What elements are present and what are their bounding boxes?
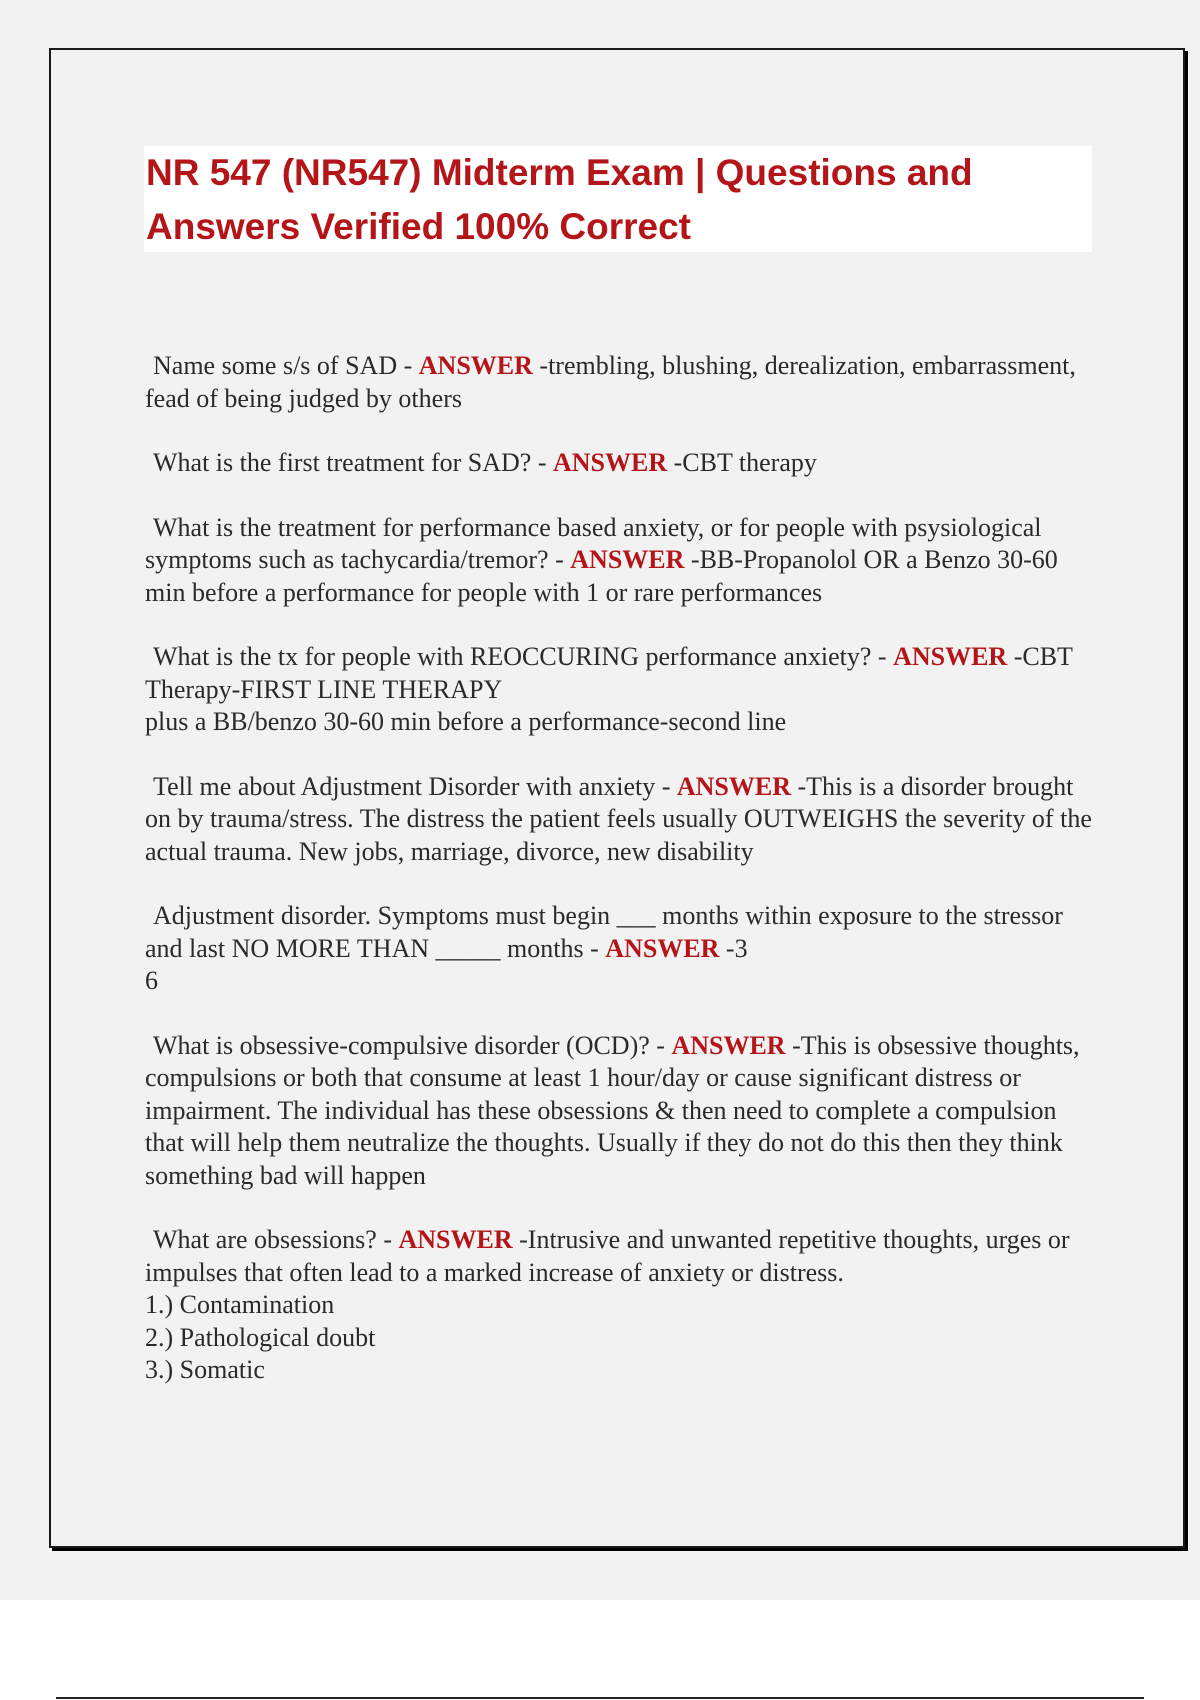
qa-item: [145, 512, 1100, 610]
answer-text: -This is a disorder brought on by trauma/stress. The distress the patient feels usually OUTWEIGHS the severity of the actual trauma. New jobs, marriage, divorce, new disability: [145, 771, 1092, 866]
answer-label: ANSWER: [676, 771, 791, 801]
qa-item: [145, 1030, 1100, 1193]
qa-item: [145, 900, 1100, 998]
qa-item: [145, 771, 1100, 869]
answer-line: 1.) Contamination: [145, 1290, 335, 1319]
document-title: NR 547 (NR547) Midterm Exam | Questions and Answers Verified 100% Correct: [146, 152, 973, 247]
answer-text: -trembling, blushing, derealization, embarrassment, fead of being judged by others: [145, 351, 1076, 413]
answer-text: -CBT Therapy-FIRST LINE THERAPY: [145, 642, 1073, 704]
qa-item: [145, 350, 1100, 415]
qa-item: [145, 1224, 1100, 1387]
question-text: Adjustment disorder. Symptoms must begin ___ months within exposure to the stressor and last NO MORE THAN _____ months -: [145, 901, 1063, 963]
answer-label: ANSWER: [893, 642, 1008, 671]
qa-list: [145, 350, 1100, 1419]
question-text: What are obsessions? -: [153, 1225, 399, 1254]
answer-label: ANSWER: [671, 1030, 786, 1060]
answer-line: plus a BB/benzo 30-60 min before a performance-second line: [145, 707, 787, 736]
answer-line: 2.) Pathological doubt: [145, 1322, 376, 1352]
question-text: What is obsessive-compulsive disorder (OCD)? -: [153, 1030, 672, 1060]
question-text: Tell me about Adjustment Disorder with anxiety -: [153, 771, 677, 801]
qa-item: [145, 447, 1100, 480]
question-text: What is the tx for people with REOCCURING performance anxiety? -: [153, 642, 894, 671]
answer-label: ANSWER: [570, 545, 685, 574]
answer-label: ANSWER: [418, 351, 533, 380]
question-text: What is the treatment for performance based anxiety, or for people with psysiological symptoms such as tachycardia/tremor? -: [145, 512, 1042, 574]
answer-line: 3.) Somatic: [145, 1355, 265, 1384]
answer-label: ANSWER: [605, 933, 720, 963]
answer-text: -Intrusive and unwanted repetitive thoughts, urges or impulses that often lead to a marked increase of anxiety or distress.: [145, 1225, 1070, 1287]
answer-line: 6: [145, 966, 158, 995]
answer-text: -3: [719, 933, 748, 963]
answer-text: -This is obsessive thoughts, compulsions or both that consume at least 1 hour/day or cause significant distress or impairment. The individual has these obsessions & then need to complete a compulsion that will help them neutralize the thoughts. Usually if they do not do this then they think something bad will happen: [145, 1030, 1080, 1190]
answer-label: ANSWER: [553, 448, 668, 477]
question-text: What is the first treatment for SAD? -: [153, 448, 553, 477]
bottom-rule: [56, 1697, 1144, 1699]
answer-text: -BB-Propanolol OR a Benzo 30-60 min before a performance for people with 1 or rare performances: [145, 545, 1058, 607]
qa-item: [145, 641, 1100, 739]
question-text: Name some s/s of SAD -: [153, 351, 419, 380]
answer-text: -CBT therapy: [667, 448, 817, 477]
answer-label: ANSWER: [398, 1225, 513, 1254]
